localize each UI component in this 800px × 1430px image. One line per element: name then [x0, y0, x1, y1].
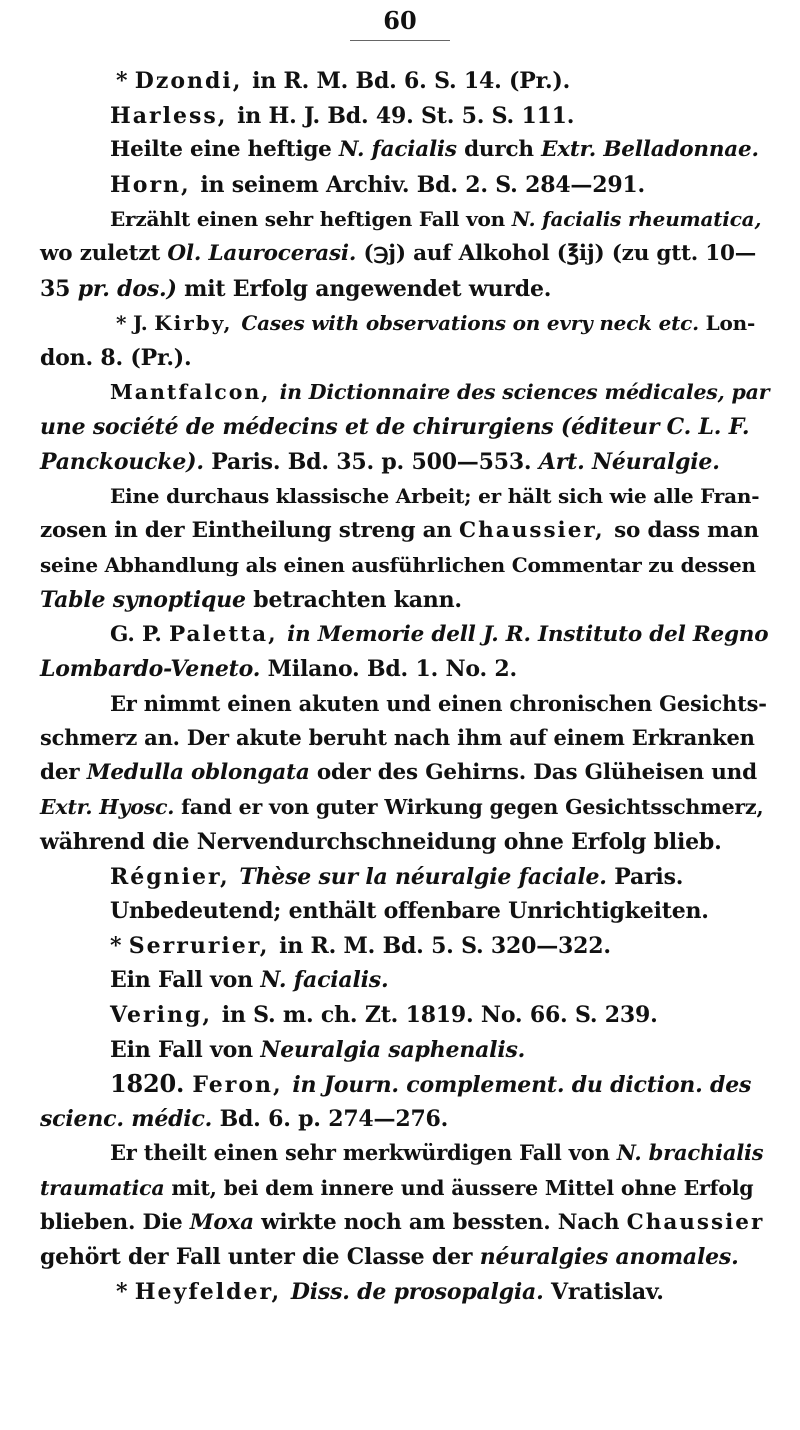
text-line: Harless, in H. J. Bd. 49. St. 5. S. 111. [110, 102, 575, 129]
text-line: * Serrurier, in R. M. Bd. 5. S. 320—322. [110, 932, 611, 959]
text-line: Panckoucke). Paris. Bd. 35. p. 500—553. Art. Néuralgie. [40, 448, 720, 475]
text-line: * Dzondi, in R. M. Bd. 6. S. 14. (Pr.). [116, 68, 571, 94]
text-line: wo zuletzt Ol. Laurocerasi. (℈j) auf Alkohol (℥ij) (zu gtt. 10— [40, 240, 757, 266]
text-line: Mantfalcon, in Dictionnaire des sciences médicales, par [110, 380, 770, 405]
text-line: traumatica mit, bei dem innere und äussere Mittel ohne Erfolg [40, 1176, 754, 1200]
text-line: Er nimmt einen akuten und einen chronischen Gesichts- [110, 690, 767, 716]
text-line: Horn, in seinem Archiv. Bd. 2. S. 284—291. [110, 171, 646, 198]
text-line: 35 pr. dos.) mit Erfolg angewendet wurde. [40, 275, 552, 302]
text-line: schmerz an. Der akute beruht nach ihm auf einem Erkranken [40, 725, 755, 751]
text-line: Extr. Hyosc. fand er von guter Wirkung gegen Gesichtsschmerz, [40, 795, 764, 820]
page-body [40, 64, 770, 1309]
text-line: Eine durchaus klassische Arbeit; er hält sich wie alle Fran- [110, 484, 760, 509]
text-line: Er theilt einen sehr merkwürdigen Fall von N. brachialis [110, 1140, 764, 1166]
text-line: gehört der Fall unter die Classe der néuralgies anomales. [40, 1244, 739, 1271]
text-line: Erzählt einen sehr heftigen Fall von N. facialis rheumatica, [110, 207, 762, 232]
text-line: * Heyfelder, Diss. de prosopalgia. Vratislav. [116, 1278, 664, 1305]
text-line: Heilte eine heftige N. facialis durch Extr. Belladonnae. [110, 137, 759, 163]
text-line: während die Nervendurchschneidung ohne Erfolg blieb. [40, 829, 722, 856]
text-line: Unbedeutend; enthält offenbare Unrichtigkeiten. [110, 898, 709, 925]
page-number: 60 [383, 6, 417, 35]
text-line: Table synoptique betrachten kann. [40, 586, 462, 613]
text-line: Ein Fall von N. facialis. [110, 967, 389, 994]
header-rule [350, 40, 450, 41]
text-line: une société de médecins et de chirurgiens (éditeur C. L. F. [40, 413, 750, 440]
text-line: Régnier, Thèse sur la néuralgie faciale. Paris. [110, 863, 684, 890]
text-line: zosen in der Eintheilung streng an Chaussier, so dass man [40, 517, 759, 543]
text-line: blieben. Die Moxa wirkte noch am bessten. Nach Chaussier [40, 1209, 765, 1235]
text-line: Vering, in S. m. ch. Zt. 1819. No. 66. S. 239. [110, 1002, 658, 1029]
text-line: Lombardo-Veneto. Milano. Bd. 1. No. 2. [40, 656, 517, 683]
text-line: G. P. Paletta, in Memorie dell J. R. Instituto del Regno [110, 621, 769, 647]
text-line: der Medulla oblongata oder des Gehirns. Das Glüheisen und [40, 759, 757, 785]
text-line: seine Abhandlung als einen ausführlichen Commentar zu dessen [40, 553, 756, 578]
text-line: 1820. Feron, in Journ. complement. du diction. des [110, 1069, 752, 1099]
text-line: Ein Fall von Neuralgia saphenalis. [110, 1036, 526, 1063]
text-line: * J. Kirby, Cases with observations on evry neck etc. Lon- [116, 311, 756, 336]
text-line: scienc. médic. Bd. 6. p. 274—276. [40, 1105, 449, 1132]
text-line: don. 8. (Pr.). [40, 344, 192, 371]
